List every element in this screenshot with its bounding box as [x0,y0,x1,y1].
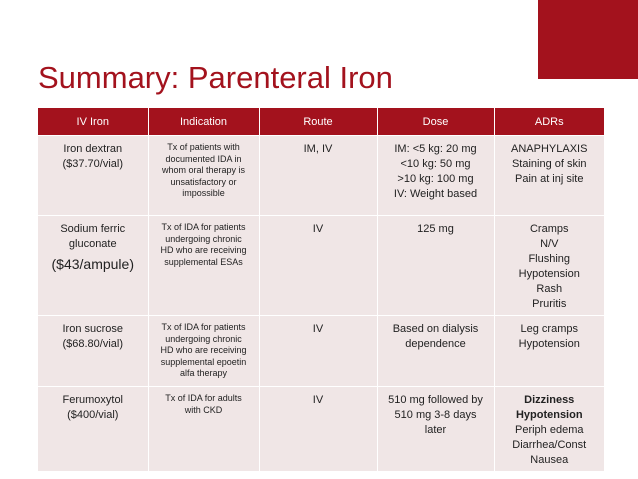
route-cell: IM, IV [259,136,377,216]
iv-iron-cell [38,136,148,216]
adrs-cell [494,387,604,472]
cell-line: IM: <5 kg: 20 mg [394,143,477,155]
header-route: Route [259,108,377,136]
header-adrs: ADRs [494,108,604,136]
dose-cell [377,387,494,472]
cell-line: Tx of IDA for adults [165,393,242,403]
cell-line: Tx of IDA for patients [161,222,246,232]
cell-line: 125 mg [417,223,454,235]
table-row [38,316,604,387]
summary-table [38,108,604,471]
route-cell: IV [259,387,377,472]
cell-line: ANAPHYLAXIS [511,143,588,155]
indication-cell [148,316,259,387]
indication-cell [148,136,259,216]
cell-line: impossible [182,188,225,198]
cell-line: Hypotension [518,338,580,350]
cell-line: whom oral therapy is [161,165,246,175]
accent-bar [538,0,638,79]
cell-line: supplemental ESAs [164,256,243,267]
cell-line: ($400/vial) [67,409,119,421]
cell-line: Ferumoxytol [62,394,124,406]
cell-line: ($43/ampule) [51,256,134,272]
cell-line: later [424,424,447,436]
table-row [38,136,604,216]
indication-cell [148,216,259,316]
dose-cell [377,316,494,387]
cell-line: unsatisfactory or [170,176,237,187]
cell-line: Based on dialysis [392,323,479,335]
adrs-cell [494,136,604,216]
cell-line: supplemental epoetin [160,356,247,367]
cell-line: Pruritis [532,298,567,310]
cell-line: HD who are receiving [160,245,247,255]
cell-line: >10 kg: 100 mg [397,173,474,185]
cell-line: HD who are receiving [160,345,247,355]
cell-line: <10 kg: 50 mg [400,158,471,170]
cell-line: alfa therapy [179,368,228,378]
cell-line: Cramps [529,223,569,235]
adrs-cell [494,316,604,387]
adrs-cell [494,216,604,316]
cell-line: Flushing [528,253,571,265]
cell-line: N/V [540,238,559,250]
cell-line: Iron dextran [63,143,123,155]
cell-line: 510 mg followed by [388,394,483,406]
cell-line: Pain at inj site [515,173,584,185]
cell-line: Iron sucrose [62,323,124,335]
table-row [38,216,604,316]
cell-line: dependence [405,338,466,350]
cell-line: undergoing chronic [165,233,242,244]
cell-line: Staining of skin [511,158,587,170]
cell-line: ($37.70/vial) [62,158,124,170]
indication-cell [148,387,259,472]
route-cell: IV [259,216,377,316]
iv-iron-cell [38,316,148,387]
cell-line: IV: Weight based [393,188,478,200]
slide-title: Summary: Parenteral Iron [38,60,393,95]
cell-line: ($68.80/vial) [62,338,124,350]
cell-line: Hypotension [515,409,583,421]
cell-line: undergoing chronic [165,333,242,344]
cell-line: gluconate [68,238,117,250]
cell-line: Sodium ferric [60,223,126,235]
header-iv-iron: IV Iron [38,108,148,136]
cell-line: Tx of IDA for patients [161,322,246,332]
dose-cell [377,216,494,316]
cell-line: Leg cramps [520,323,578,335]
header-dose: Dose [377,108,494,136]
cell-line: Nausea [530,454,569,466]
header-indication: Indication [148,108,259,136]
header-row [38,108,604,136]
iv-iron-cell [38,216,148,316]
cell-line: Hypotension [518,268,580,280]
route-cell: IV [259,316,377,387]
table-row [38,387,604,472]
cell-line: Rash [536,283,563,295]
cell-line: 510 mg 3-8 days [394,409,477,421]
cell-line: Tx of patients with [167,142,240,152]
cell-line: Periph edema [515,424,584,436]
cell-line: with CKD [184,404,223,415]
cell-line: Dizziness [524,394,575,406]
cell-line: Diarrhea/Const [512,439,587,451]
dose-cell [377,136,494,216]
iv-iron-cell [38,387,148,472]
cell-line: documented IDA in [165,153,242,164]
